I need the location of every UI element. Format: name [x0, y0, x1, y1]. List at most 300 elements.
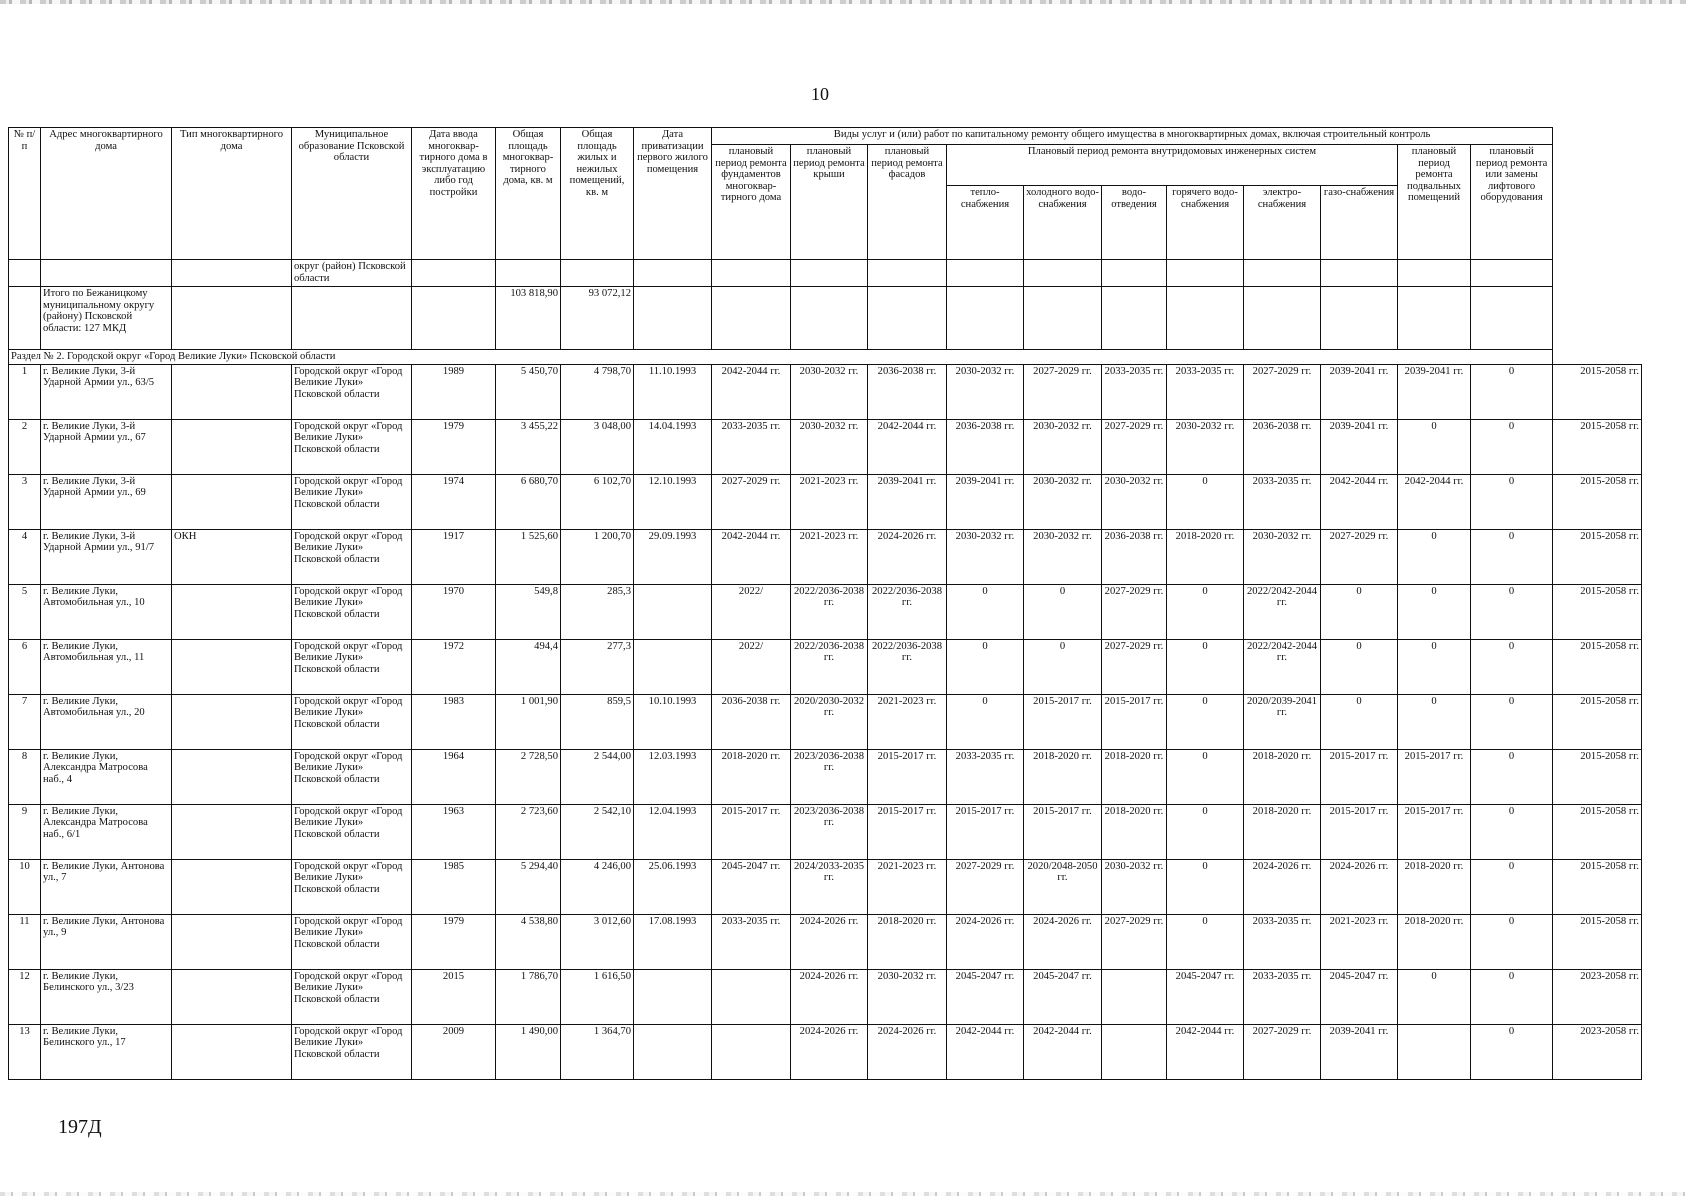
cell-sewer [1102, 1024, 1167, 1079]
cell-design-docs: 2015-2058 гг. [1553, 804, 1642, 859]
total-living-area: 93 072,12 [561, 287, 634, 350]
cell-num: 13 [9, 1024, 41, 1079]
header-roof: плановый период ремонта крыши [791, 145, 868, 260]
cell-foundation: 2018-2020 гг. [712, 749, 791, 804]
cell-total-area: 1 001,90 [496, 694, 561, 749]
cell-basement: 0 [1398, 639, 1471, 694]
cell-year: 2009 [412, 1024, 496, 1079]
cell-type [172, 694, 292, 749]
cell-roof: 2022/2036-2038 гг. [791, 639, 868, 694]
cell-facade: 2030-2032 гг. [868, 969, 947, 1024]
cell-num: 9 [9, 804, 41, 859]
cell-hot-water: 0 [1167, 639, 1244, 694]
cell-hot-water: 2045-2047 гг. [1167, 969, 1244, 1024]
cell-cold-water: 2045-2047 гг. [1024, 969, 1102, 1024]
cell-electric: 2033-2035 гг. [1244, 914, 1321, 969]
header-basement: плановый период ремонта подвальных помещений [1398, 145, 1471, 260]
cell-privatization [634, 584, 712, 639]
cell-type [172, 969, 292, 1024]
header-cold-water: холодного водо-снабжения [1024, 186, 1102, 260]
cell-living-area: 1 616,50 [561, 969, 634, 1024]
cell-year: 1989 [412, 364, 496, 419]
cell-num: 10 [9, 859, 41, 914]
cell-facade: 2018-2020 гг. [868, 914, 947, 969]
header-engineering-group: Плановый период ремонта внутридомовых инженерных систем [947, 145, 1398, 186]
cell-municipality: Городской округ «Город Великие Луки» Псковской области [292, 364, 412, 419]
cell-municipality: Городской округ «Город Великие Луки» Псковской области [292, 474, 412, 529]
document-code: 197Д [58, 1116, 102, 1138]
section-title: Раздел № 2. Городской округ «Город Великие Луки» Псковской области [9, 350, 1553, 365]
cell-privatization [634, 639, 712, 694]
cell-electric: 2033-2035 гг. [1244, 969, 1321, 1024]
cell-roof: 2024/2033-2035 гг. [791, 859, 868, 914]
cell-type [172, 804, 292, 859]
cell-type [172, 474, 292, 529]
cell-address: г. Великие Луки, Автомобильная ул., 10 [41, 584, 172, 639]
cell-roof: 2030-2032 гг. [791, 419, 868, 474]
cell-year: 1972 [412, 639, 496, 694]
cell-type: ОКН [172, 529, 292, 584]
cell-living-area: 3 048,00 [561, 419, 634, 474]
cell-gas: 2024-2026 гг. [1321, 859, 1398, 914]
cell-sewer: 2027-2029 гг. [1102, 914, 1167, 969]
cell-type [172, 914, 292, 969]
cell-privatization: 14.04.1993 [634, 419, 712, 474]
cell-foundation [712, 969, 791, 1024]
header-address: Адрес многоквартирного дома [41, 128, 172, 260]
cell-heat: 2039-2041 гг. [947, 474, 1024, 529]
capital-repair-table [8, 127, 1642, 1080]
cell-elevator: 0 [1471, 474, 1553, 529]
cell-privatization [634, 1024, 712, 1079]
cell-hot-water: 0 [1167, 474, 1244, 529]
table-row [9, 364, 1642, 419]
cell-address: г. Великие Луки, 3-й Ударной Армии ул., 63/5 [41, 364, 172, 419]
cell-gas: 2015-2017 гг. [1321, 749, 1398, 804]
cell-total-area: 6 680,70 [496, 474, 561, 529]
cell-num: 3 [9, 474, 41, 529]
data-rows [9, 364, 1642, 1079]
cell-elevator: 0 [1471, 914, 1553, 969]
cell-electric: 2030-2032 гг. [1244, 529, 1321, 584]
cell-elevator: 0 [1471, 694, 1553, 749]
cell-municipality: Городской округ «Город Великие Луки» Псковской области [292, 859, 412, 914]
cell-address: г. Великие Луки, Александра Матросова наб., 6/1 [41, 804, 172, 859]
cell-heat: 2027-2029 гг. [947, 859, 1024, 914]
cell-facade: 2015-2017 гг. [868, 749, 947, 804]
header-type: Тип многоквартирного дома [172, 128, 292, 260]
cell-heat: 2045-2047 гг. [947, 969, 1024, 1024]
cell-num: 1 [9, 364, 41, 419]
cell-total-area: 4 538,80 [496, 914, 561, 969]
cell-num: 6 [9, 639, 41, 694]
cell-type [172, 1024, 292, 1079]
cell-cold-water: 2024-2026 гг. [1024, 914, 1102, 969]
cell-design-docs: 2023-2058 гг. [1553, 1024, 1642, 1079]
cell-num: 8 [9, 749, 41, 804]
cell-sewer: 2030-2032 гг. [1102, 474, 1167, 529]
table-row [9, 584, 1642, 639]
cell-address: г. Великие Луки, Антонова ул., 9 [41, 914, 172, 969]
cell-gas: 2042-2044 гг. [1321, 474, 1398, 529]
cell-facade: 2024-2026 гг. [868, 1024, 947, 1079]
cell-gas: 0 [1321, 639, 1398, 694]
cell-design-docs: 2015-2058 гг. [1553, 419, 1642, 474]
header-services-group: Виды услуг и (или) работ по капитальному ремонту общего имущества в многоквартирных домах, включая строительный контроль [712, 128, 1553, 145]
cell-year: 1964 [412, 749, 496, 804]
cell-type [172, 639, 292, 694]
cell-cold-water: 2030-2032 гг. [1024, 529, 1102, 584]
cell-cold-water: 2027-2029 гг. [1024, 364, 1102, 419]
cell-elevator: 0 [1471, 639, 1553, 694]
cell-basement: 0 [1398, 694, 1471, 749]
cell-design-docs: 2015-2058 гг. [1553, 914, 1642, 969]
table-row [9, 639, 1642, 694]
header-heat: тепло-снабжения [947, 186, 1024, 260]
cell-num: 7 [9, 694, 41, 749]
cell-sewer: 2036-2038 гг. [1102, 529, 1167, 584]
cell-total-area: 494,4 [496, 639, 561, 694]
cell-gas: 2027-2029 гг. [1321, 529, 1398, 584]
cell-foundation: 2045-2047 гг. [712, 859, 791, 914]
cell-sewer: 2027-2029 гг. [1102, 419, 1167, 474]
cell-type [172, 419, 292, 474]
cell-roof: 2024-2026 гг. [791, 914, 868, 969]
cell-sewer: 2033-2035 гг. [1102, 364, 1167, 419]
cell-living-area: 277,3 [561, 639, 634, 694]
cell-electric: 2022/2042-2044 гг. [1244, 584, 1321, 639]
cell-electric: 2018-2020 гг. [1244, 749, 1321, 804]
cell-roof: 2024-2026 гг. [791, 1024, 868, 1079]
cell-design-docs: 2015-2058 гг. [1553, 364, 1642, 419]
cell-type [172, 749, 292, 804]
cell-living-area: 285,3 [561, 584, 634, 639]
cell-living-area: 859,5 [561, 694, 634, 749]
table-row [9, 1024, 1642, 1079]
cell-foundation: 2036-2038 гг. [712, 694, 791, 749]
page-number: 10 [811, 84, 829, 104]
table-row [9, 859, 1642, 914]
table-row [9, 419, 1642, 474]
cell-hot-water: 2018-2020 гг. [1167, 529, 1244, 584]
cell-hot-water: 2042-2044 гг. [1167, 1024, 1244, 1079]
total-area: 103 818,90 [496, 287, 561, 350]
header-gas: газо-снабжения [1321, 186, 1398, 260]
cell-year: 1963 [412, 804, 496, 859]
cell-address: г. Великие Луки, Антонова ул., 7 [41, 859, 172, 914]
cell-roof: 2020/2030-2032 гг. [791, 694, 868, 749]
cell-basement: 2042-2044 гг. [1398, 474, 1471, 529]
cell-living-area: 2 544,00 [561, 749, 634, 804]
cell-heat: 0 [947, 584, 1024, 639]
cell-basement: 0 [1398, 969, 1471, 1024]
cell-design-docs: 2015-2058 гг. [1553, 474, 1642, 529]
cell-total-area: 1 786,70 [496, 969, 561, 1024]
header-foundation: плановый период ремонта фундаментов многоквар-тирного дома [712, 145, 791, 260]
cell-type [172, 584, 292, 639]
cell-sewer [1102, 969, 1167, 1024]
cell-total-area: 2 723,60 [496, 804, 561, 859]
cell-cold-water: 2042-2044 гг. [1024, 1024, 1102, 1079]
cell-heat: 2015-2017 гг. [947, 804, 1024, 859]
cell-facade: 2024-2026 гг. [868, 529, 947, 584]
cell-roof: 2022/2036-2038 гг. [791, 584, 868, 639]
cell-sewer: 2027-2029 гг. [1102, 584, 1167, 639]
cell-address: г. Великие Луки, Автомобильная ул., 11 [41, 639, 172, 694]
cell-living-area: 2 542,10 [561, 804, 634, 859]
cell-elevator: 0 [1471, 859, 1553, 914]
section-row [9, 350, 1642, 365]
table-row [9, 969, 1642, 1024]
cell-living-area: 3 012,60 [561, 914, 634, 969]
cell-elevator: 0 [1471, 969, 1553, 1024]
cell-electric: 2018-2020 гг. [1244, 804, 1321, 859]
cell-municipality: Городской округ «Город Великие Луки» Псковской области [292, 584, 412, 639]
cell-municipality: Городской округ «Город Великие Луки» Псковской области [292, 419, 412, 474]
cell-hot-water: 0 [1167, 859, 1244, 914]
cell-foundation [712, 1024, 791, 1079]
cell-year: 1985 [412, 859, 496, 914]
table-row [9, 749, 1642, 804]
cell-design-docs: 2015-2058 гг. [1553, 859, 1642, 914]
cell-year: 1974 [412, 474, 496, 529]
cell-hot-water: 2033-2035 гг. [1167, 364, 1244, 419]
cell-foundation: 2033-2035 гг. [712, 914, 791, 969]
cell-basement: 2018-2020 гг. [1398, 914, 1471, 969]
cell-sewer: 2030-2032 гг. [1102, 859, 1167, 914]
cell-heat: 2036-2038 гг. [947, 419, 1024, 474]
header-living-area: Общая площадь жилых и нежилых помещений, кв. м [561, 128, 634, 260]
cell-basement: 2015-2017 гг. [1398, 804, 1471, 859]
cell-elevator: 0 [1471, 364, 1553, 419]
cell-municipality: Городской округ «Город Великие Луки» Псковской области [292, 639, 412, 694]
cell-num: 5 [9, 584, 41, 639]
cell-elevator: 0 [1471, 749, 1553, 804]
table-row [9, 694, 1642, 749]
cell-total-area: 5 450,70 [496, 364, 561, 419]
cell-address: г. Великие Луки, Белинского ул., 17 [41, 1024, 172, 1079]
cell-municipality: Городской округ «Город Великие Луки» Псковской области [292, 529, 412, 584]
cell-sewer: 2018-2020 гг. [1102, 804, 1167, 859]
cell-elevator: 0 [1471, 804, 1553, 859]
header-year: Дата ввода многоквар-тирного дома в эксплуатацию либо год постройки [412, 128, 496, 260]
scan-edge-bottom [0, 1192, 1686, 1196]
cell-heat: 2024-2026 гг. [947, 914, 1024, 969]
cell-elevator: 0 [1471, 419, 1553, 474]
cell-electric: 2027-2029 гг. [1244, 1024, 1321, 1079]
cell-year: 1983 [412, 694, 496, 749]
cell-type [172, 364, 292, 419]
cell-facade: 2022/2036-2038 гг. [868, 584, 947, 639]
cell-gas: 2045-2047 гг. [1321, 969, 1398, 1024]
cell-gas: 2039-2041 гг. [1321, 1024, 1398, 1079]
cell-municipality: Городской округ «Город Великие Луки» Псковской области [292, 804, 412, 859]
cell-cold-water: 2030-2032 гг. [1024, 419, 1102, 474]
header-sewer: водо-отведения [1102, 186, 1167, 260]
cell-year: 1970 [412, 584, 496, 639]
cell-foundation: 2022/ [712, 584, 791, 639]
cell-type [172, 859, 292, 914]
cell-total-area: 1 490,00 [496, 1024, 561, 1079]
cell-hot-water: 0 [1167, 749, 1244, 804]
cell-roof: 2021-2023 гг. [791, 474, 868, 529]
header-facade: плановый период ремонта фасадов [868, 145, 947, 260]
cell-heat: 0 [947, 694, 1024, 749]
cell-total-area: 3 455,22 [496, 419, 561, 474]
cell-privatization: 11.10.1993 [634, 364, 712, 419]
cell-hot-water: 0 [1167, 694, 1244, 749]
cell-living-area: 1 364,70 [561, 1024, 634, 1079]
cell-cold-water: 2015-2017 гг. [1024, 694, 1102, 749]
cell-basement: 2018-2020 гг. [1398, 859, 1471, 914]
header-electric: электро-снабжения [1244, 186, 1321, 260]
cell-num: 12 [9, 969, 41, 1024]
cell-foundation: 2015-2017 гг. [712, 804, 791, 859]
cell-privatization: 25.06.1993 [634, 859, 712, 914]
cell-year: 1917 [412, 529, 496, 584]
table-row [9, 474, 1642, 529]
cell-basement: 0 [1398, 419, 1471, 474]
table-row [9, 804, 1642, 859]
cell-elevator: 0 [1471, 529, 1553, 584]
cell-hot-water: 0 [1167, 914, 1244, 969]
cell-address: г. Великие Луки, 3-й Ударной Армии ул., 91/7 [41, 529, 172, 584]
cell-electric: 2020/2039-2041 гг. [1244, 694, 1321, 749]
cell-heat: 2033-2035 гг. [947, 749, 1024, 804]
cell-roof: 2030-2032 гг. [791, 364, 868, 419]
cell-elevator: 0 [1471, 584, 1553, 639]
cell-basement: 0 [1398, 529, 1471, 584]
header-total-area: Общая площадь многоквар-тирного дома, кв. м [496, 128, 561, 260]
cell-privatization: 12.03.1993 [634, 749, 712, 804]
cell-electric: 2024-2026 гг. [1244, 859, 1321, 914]
header-municipality: Муниципальное образование Псковской области [292, 128, 412, 260]
cell-total-area: 5 294,40 [496, 859, 561, 914]
cell-facade: 2015-2017 гг. [868, 804, 947, 859]
header-elevator: плановый период ремонта или замены лифтового оборудования [1471, 145, 1553, 260]
cell-living-area: 4 798,70 [561, 364, 634, 419]
cell-cold-water: 0 [1024, 639, 1102, 694]
cell-municipality: Городской округ «Город Великие Луки» Псковской области [292, 969, 412, 1024]
cell-heat: 2030-2032 гг. [947, 529, 1024, 584]
cell-privatization: 17.08.1993 [634, 914, 712, 969]
cell-facade: 2036-2038 гг. [868, 364, 947, 419]
cell-gas: 2015-2017 гг. [1321, 804, 1398, 859]
cell-roof: 2021-2023 гг. [791, 529, 868, 584]
cell-facade: 2022/2036-2038 гг. [868, 639, 947, 694]
cell-roof: 2024-2026 гг. [791, 969, 868, 1024]
cell-cold-water: 2030-2032 гг. [1024, 474, 1102, 529]
cell-gas: 0 [1321, 584, 1398, 639]
cell-cold-water: 0 [1024, 584, 1102, 639]
cell-design-docs: 2015-2058 гг. [1553, 694, 1642, 749]
cell-facade: 2021-2023 гг. [868, 694, 947, 749]
cell-hot-water: 2030-2032 гг. [1167, 419, 1244, 474]
cell-basement: 2039-2041 гг. [1398, 364, 1471, 419]
cell-electric: 2022/2042-2044 гг. [1244, 639, 1321, 694]
table-row [9, 914, 1642, 969]
cell-privatization: 12.04.1993 [634, 804, 712, 859]
cell-design-docs: 2015-2058 гг. [1553, 529, 1642, 584]
cell-year: 1979 [412, 419, 496, 474]
table-row [9, 529, 1642, 584]
cell-num: 11 [9, 914, 41, 969]
cell-address: г. Великие Луки, 3-й Ударной Армии ул., 69 [41, 474, 172, 529]
cell-privatization: 29.09.1993 [634, 529, 712, 584]
cell-sewer: 2015-2017 гг. [1102, 694, 1167, 749]
cell-municipality: Городской округ «Город Великие Луки» Псковской области [292, 914, 412, 969]
cell-foundation: 2033-2035 гг. [712, 419, 791, 474]
cell-heat: 0 [947, 639, 1024, 694]
cell-elevator: 0 [1471, 1024, 1553, 1079]
cell-design-docs: 2023-2058 гг. [1553, 969, 1642, 1024]
cell-gas: 2021-2023 гг. [1321, 914, 1398, 969]
cell-hot-water: 0 [1167, 584, 1244, 639]
cell-year: 1979 [412, 914, 496, 969]
cell-address: г. Великие Луки, 3-й Ударной Армии ул., 67 [41, 419, 172, 474]
cell-heat: 2030-2032 гг. [947, 364, 1024, 419]
cell-foundation: 2042-2044 гг. [712, 529, 791, 584]
cell-sewer: 2018-2020 гг. [1102, 749, 1167, 804]
cell-privatization [634, 969, 712, 1024]
header-num: № п/п [9, 128, 41, 260]
cell-address: г. Великие Луки, Белинского ул., 3/23 [41, 969, 172, 1024]
cell-living-area: 1 200,70 [561, 529, 634, 584]
cell-heat: 2042-2044 гг. [947, 1024, 1024, 1079]
cell-electric: 2027-2029 гг. [1244, 364, 1321, 419]
cell-address: г. Великие Луки, Автомобильная ул., 20 [41, 694, 172, 749]
cell-num: 4 [9, 529, 41, 584]
cell-foundation: 2027-2029 гг. [712, 474, 791, 529]
carryover-row [9, 260, 1642, 287]
cell-design-docs: 2015-2058 гг. [1553, 749, 1642, 804]
cell-privatization: 12.10.1993 [634, 474, 712, 529]
cell-total-area: 1 525,60 [496, 529, 561, 584]
cell-living-area: 4 246,00 [561, 859, 634, 914]
cell-hot-water: 0 [1167, 804, 1244, 859]
cell-cold-water: 2018-2020 гг. [1024, 749, 1102, 804]
cell-cold-water: 2020/2048-2050 гг. [1024, 859, 1102, 914]
cell-municipality: Городской округ «Город Великие Луки» Псковской области [292, 694, 412, 749]
header-hot-water: горячего водо-снабжения [1167, 186, 1244, 260]
cell-roof: 2023/2036-2038 гг. [791, 749, 868, 804]
cell-roof: 2023/2036-2038 гг. [791, 804, 868, 859]
cell-living-area: 6 102,70 [561, 474, 634, 529]
cell-gas: 2039-2041 гг. [1321, 419, 1398, 474]
cell-design-docs: 2015-2058 гг. [1553, 639, 1642, 694]
cell-foundation: 2022/ [712, 639, 791, 694]
cell-facade: 2039-2041 гг. [868, 474, 947, 529]
cell-gas: 2039-2041 гг. [1321, 364, 1398, 419]
cell-municipality: Городской округ «Город Великие Луки» Псковской области [292, 1024, 412, 1079]
cell-basement: 2015-2017 гг. [1398, 749, 1471, 804]
cell-facade: 2021-2023 гг. [868, 859, 947, 914]
cell-sewer: 2027-2029 гг. [1102, 639, 1167, 694]
cell-total-area: 549,8 [496, 584, 561, 639]
cell-num: 2 [9, 419, 41, 474]
cell-year: 2015 [412, 969, 496, 1024]
cell-privatization: 10.10.1993 [634, 694, 712, 749]
cell-gas: 0 [1321, 694, 1398, 749]
total-label: Итого по Бежаницкому муниципальному округу (району) Псковской области: 127 МКД [41, 287, 172, 350]
scan-edge-top [0, 0, 1686, 4]
cell-basement [1398, 1024, 1471, 1079]
cell-municipality: Городской округ «Город Великие Луки» Псковской области [292, 749, 412, 804]
cell-electric: 2033-2035 гг. [1244, 474, 1321, 529]
cell-cold-water: 2015-2017 гг. [1024, 804, 1102, 859]
cell-address: г. Великие Луки, Александра Матросова наб., 4 [41, 749, 172, 804]
header-privatization: Дата приватизации первого жилого помещения [634, 128, 712, 260]
